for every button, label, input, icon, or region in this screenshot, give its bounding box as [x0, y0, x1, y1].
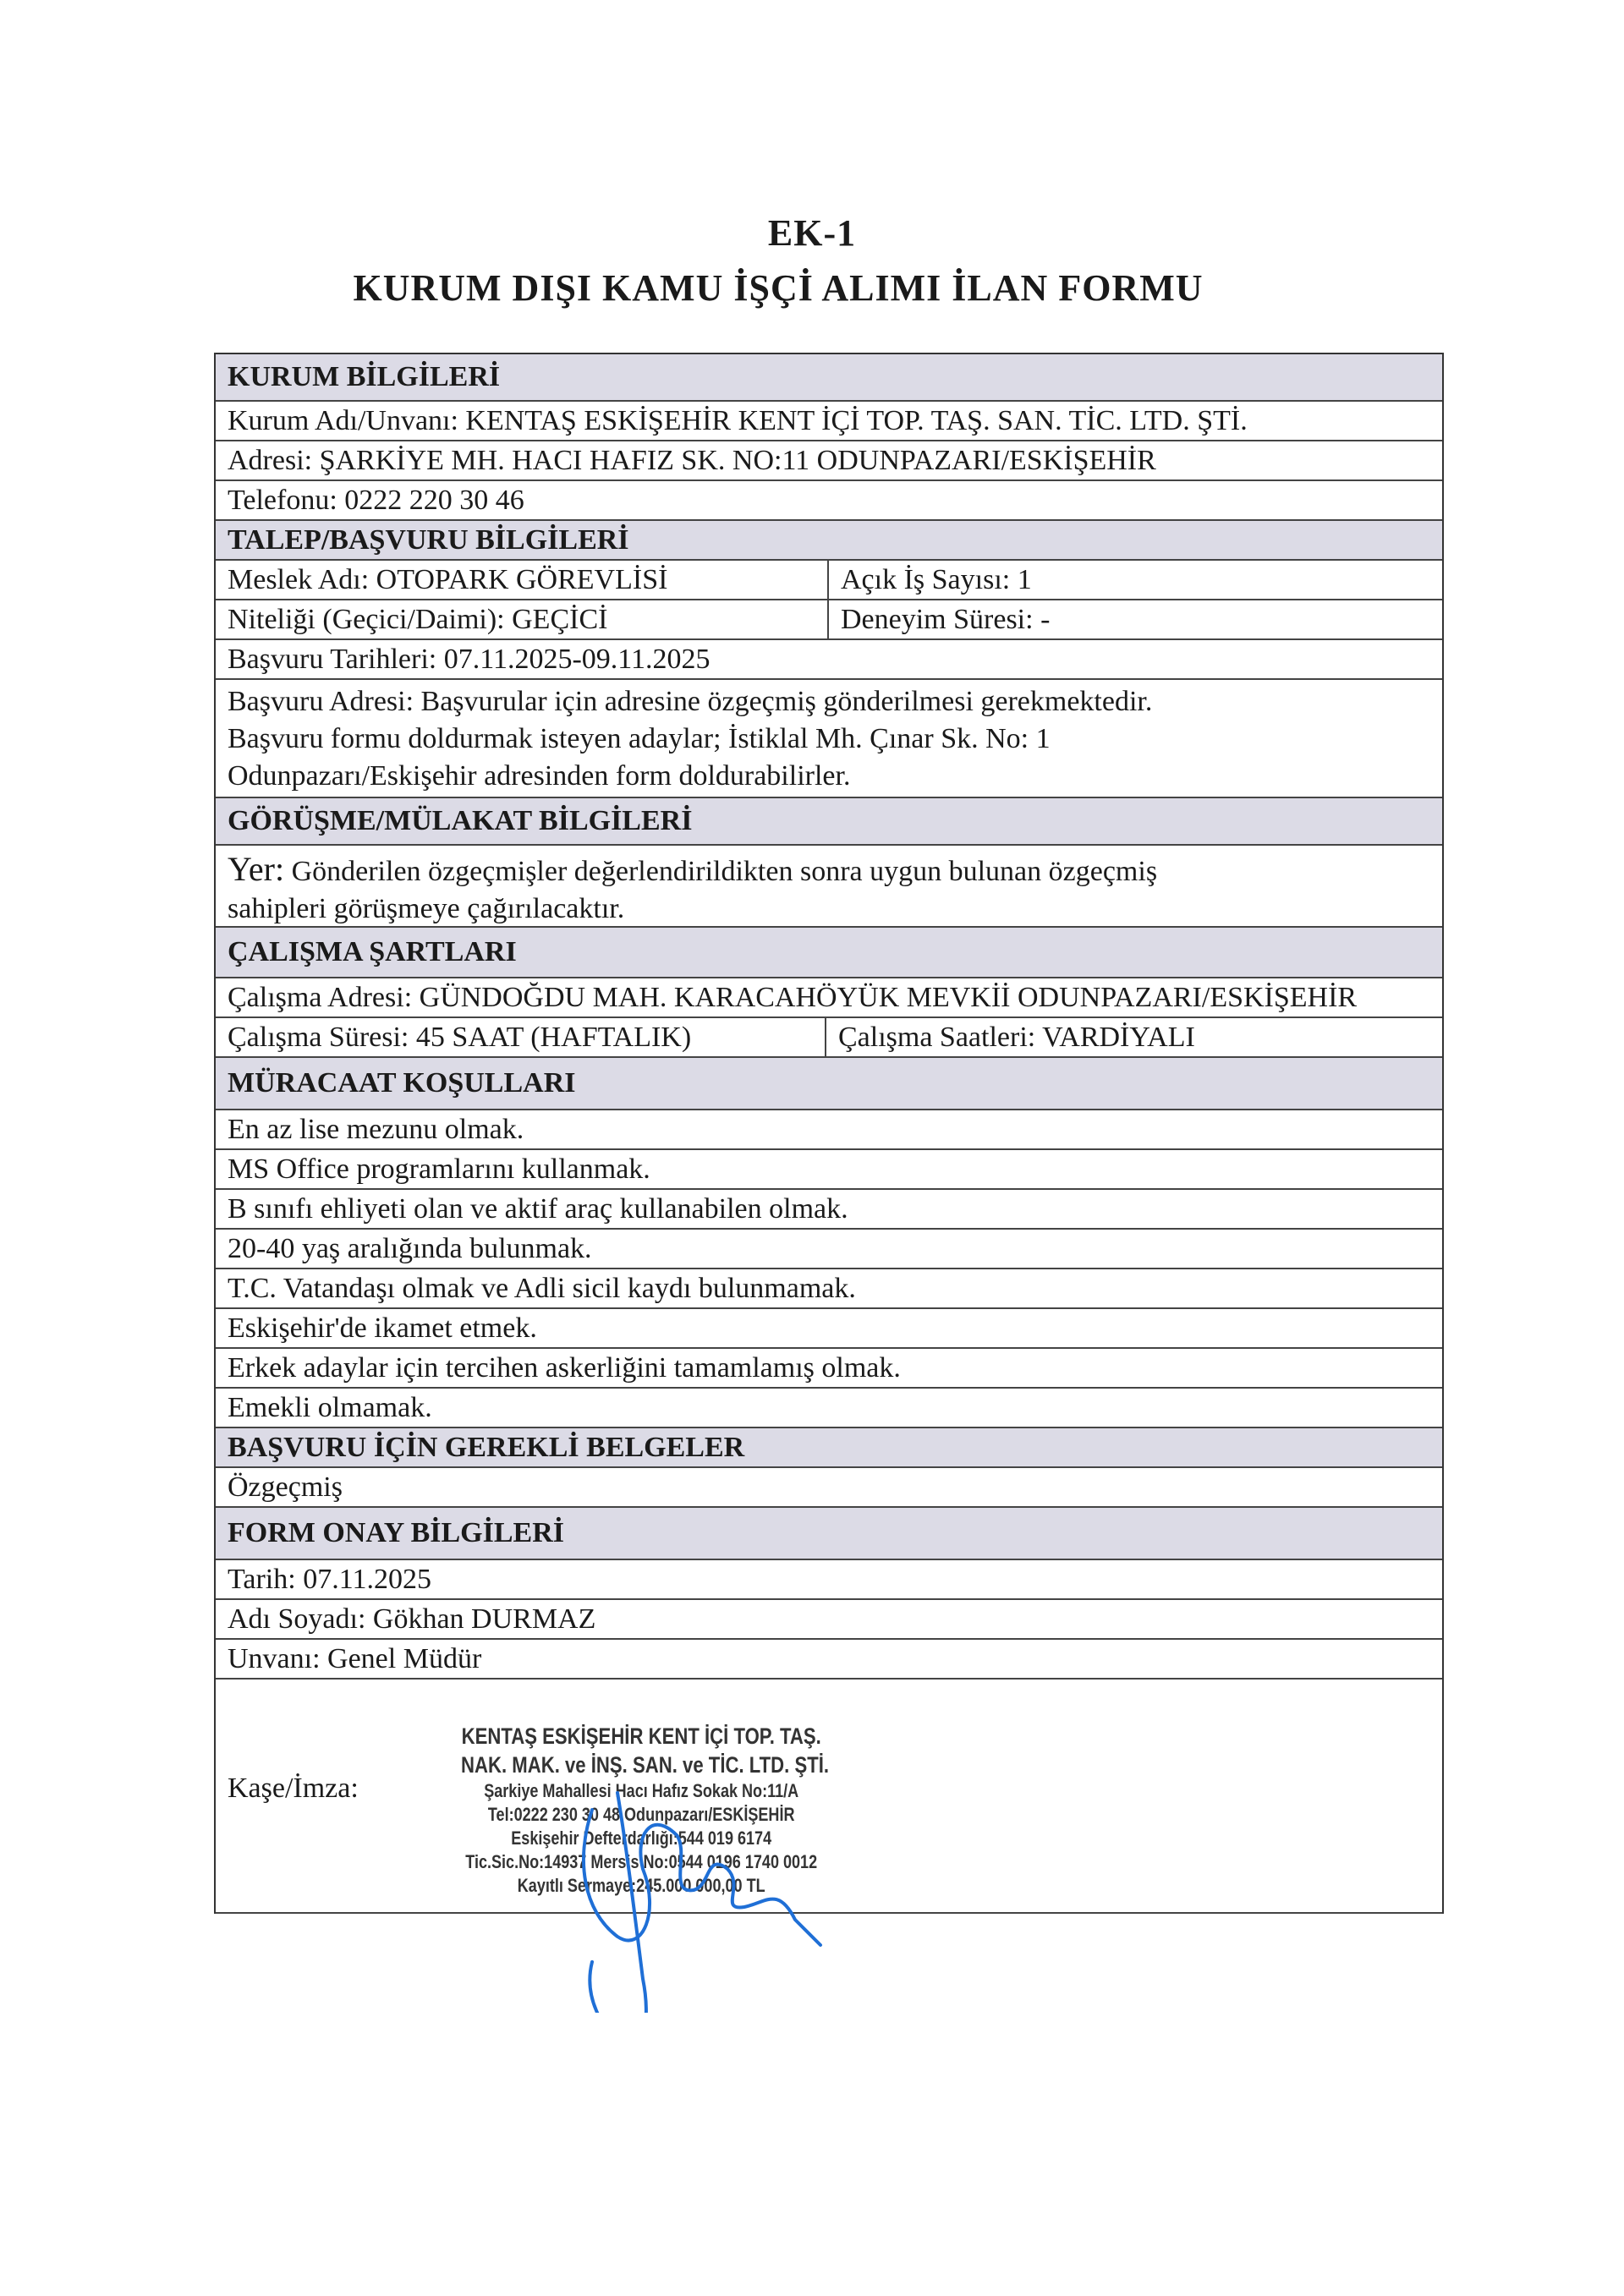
- onay-adi-soyadi: Adı Soyadı: Gökhan DURMAZ: [228, 1603, 596, 1635]
- kurum-telefon: Telefonu: 0222 220 30 46: [228, 484, 524, 516]
- acik-is-sayisi: Açık İş Sayısı: 1: [841, 563, 1032, 595]
- kurum-adres: Adresi: ŞARKİYE MH. HACI HAFIZ SK. NO:11 ODUNPAZARI/ESKİŞEHİR: [228, 444, 1156, 476]
- onay-tarih: Tarih: 07.11.2025: [228, 1563, 431, 1595]
- muracaat-header: MÜRACAAT KOŞULLARI: [228, 1067, 576, 1099]
- onay-header: FORM ONAY BİLGİLERİ: [228, 1517, 564, 1548]
- calisma-suresi: Çalışma Süresi: 45 SAAT (HAFTALIK): [216, 1018, 826, 1056]
- basvuru-adresi: [216, 680, 1164, 797]
- text-line: sahipleri görüşmeye çağırılacaktır.: [228, 893, 625, 924]
- text-line: Başvuru formu doldurmak isteyen adaylar; İstiklal Mh. Çınar Sk. No: 1: [228, 723, 1051, 754]
- talep-header: TALEP/BAŞVURU BİLGİLERİ: [228, 523, 629, 556]
- stamp-line: Tic.Sic.No:14937 Mersis No:0544 0196 1740 0012: [465, 1851, 818, 1872]
- section-header: [216, 354, 1442, 402]
- text-line: Gönderilen özgeçmişler değerlendirildikten sonra uygun bulunan özgeçmiş: [284, 856, 1158, 887]
- kurum-header: KURUM BİLGİLERİ: [228, 361, 501, 392]
- yer-label: Yer:: [228, 850, 285, 888]
- form-code: EK-1: [767, 212, 857, 254]
- kase-imza-label: Kaşe/İmza:: [228, 1773, 359, 1804]
- stamp-line: NAK. MAK. ve İNŞ. SAN. ve TİC. LTD. ŞTİ.: [461, 1752, 830, 1778]
- condition-item: Eskişehir'de ikamet etmek.: [228, 1312, 537, 1344]
- form-title: KURUM DIŞI KAMU İŞÇİ ALIMI İLAN FORMU: [353, 267, 1204, 309]
- condition-item: MS Office programlarını kullanmak.: [228, 1153, 650, 1185]
- deneyim-suresi: Deneyim Süresi: -: [841, 603, 1051, 635]
- condition-item: T.C. Vatandaşı olmak ve Adli sicil kaydı bulunmamak.: [228, 1272, 856, 1304]
- condition-item: Emekli olmamak.: [228, 1391, 432, 1423]
- job-posting-form: [214, 353, 1444, 1914]
- kurum-adi: Kurum Adı/Unvanı: KENTAŞ ESKİŞEHİR KENT İÇİ TOP. TAŞ. SAN. TİC. LTD. ŞTİ.: [228, 404, 1248, 436]
- belgeler-header: BAŞVURU İÇİN GEREKLİ BELGELER: [228, 1431, 745, 1463]
- stamp-line: Eskişehir Defterdarlığı:544 019 6174: [511, 1827, 772, 1849]
- condition-item: En az lise mezunu olmak.: [228, 1113, 524, 1145]
- stamp-line: Kayıtlı Sermaye:245.000.000,00 TL: [517, 1875, 765, 1896]
- text-line: Başvuru Adresi: Başvurular için adresine özgeçmiş gönderilmesi gerekmektedir.: [228, 686, 1153, 717]
- calisma-saatleri: Çalışma Saatleri: VARDİYALI: [838, 1021, 1195, 1053]
- calisma-adresi: Çalışma Adresi: GÜNDOĞDU MAH. KARACAHÖYÜK MEVKİİ ODUNPAZARI/ESKİŞEHİR: [228, 981, 1358, 1013]
- gorusme-yer: [216, 846, 1169, 926]
- stamp-line: Şarkiye Mahallesi Hacı Hafız Sokak No:11/A: [484, 1780, 799, 1801]
- stamp-line: Tel:0222 230 30 48 Odunpazarı/ESKİŞEHİR: [487, 1804, 795, 1825]
- condition-item: Erkek adaylar için tercihen askerliğini tamamlamış olmak.: [228, 1351, 901, 1384]
- stamp-line: KENTAŞ ESKİŞEHİR KENT İÇİ TOP. TAŞ.: [461, 1723, 821, 1749]
- meslek-adi: Meslek Adı: OTOPARK GÖREVLİSİ: [216, 561, 829, 599]
- signature-stroke: [584, 1793, 820, 2013]
- gorusme-header: GÖRÜŞME/MÜLAKAT BİLGİLERİ: [228, 805, 693, 836]
- nitelik: Niteliği (Geçici/Daimi): GEÇİCİ: [216, 600, 829, 638]
- calisma-header: ÇALIŞMA ŞARTLARI: [228, 936, 517, 967]
- text-line: Odunpazarı/Eskişehir adresinden form doldurabilirler.: [228, 760, 851, 792]
- handwritten-signature: [541, 1742, 863, 2013]
- condition-item: B sınıfı ehliyeti olan ve aktif araç kullanabilen olmak.: [228, 1192, 848, 1225]
- condition-item: 20-40 yaş aralığında bulunmak.: [228, 1232, 592, 1264]
- basvuru-tarihleri: Başvuru Tarihleri: 07.11.2025-09.11.2025: [228, 643, 710, 675]
- belge-item: Özgeçmiş: [228, 1471, 343, 1503]
- onay-unvan: Unvanı: Genel Müdür: [228, 1642, 482, 1674]
